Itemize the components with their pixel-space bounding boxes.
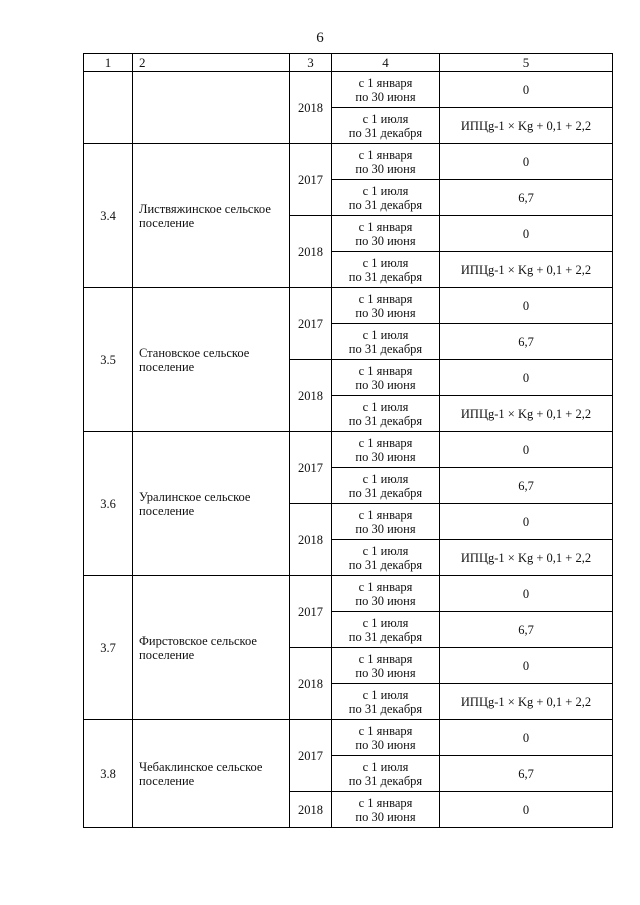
period-end: по 31 декабря [348,629,423,644]
year-cell: 2017 [290,576,332,648]
period-start: с 1 июля [362,759,409,774]
period-cell [332,432,440,468]
settlement-name-cell [133,72,290,144]
period-start: с 1 июля [362,399,409,414]
period-end: по 30 июня [355,233,416,248]
table-row [84,288,613,324]
period-cell [332,504,440,540]
period-end: по 30 июня [355,449,416,464]
header-col-2: 2 [133,54,290,72]
settlement-name-cell: Чебаклинское сельское поселение [133,720,290,828]
period-start: с 1 января [358,147,413,162]
period-cell [332,288,440,324]
period-end: по 30 июня [355,305,416,320]
period-end: по 31 декабря [348,485,423,500]
value-cell: 6,7 [440,756,613,792]
period-cell [332,792,440,828]
period-end: по 30 июня [355,89,416,104]
tariff-table [83,53,613,828]
period-start: с 1 января [358,291,413,306]
period-cell [332,468,440,504]
value-cell: 0 [440,216,613,252]
period-end: по 30 июня [355,377,416,392]
period-start: с 1 июля [362,111,409,126]
period-end: по 30 июня [355,161,416,176]
settlement-name-cell: Уралинское сельское поселение [133,432,290,576]
period-start: с 1 июля [362,183,409,198]
table-row [84,72,613,108]
year-cell: 2017 [290,720,332,792]
value-cell: ИПЦg-1 × Kg + 0,1 + 2,2 [440,252,613,288]
number-cell [84,72,133,144]
value-cell: 0 [440,288,613,324]
period-end: по 31 декабря [348,269,423,284]
period-start: с 1 июля [362,471,409,486]
period-cell [332,180,440,216]
number-cell: 3.8 [84,720,133,828]
year-cell: 2018 [290,72,332,144]
period-start: с 1 января [358,435,413,450]
table-row [84,576,613,612]
value-cell: 6,7 [440,612,613,648]
period-start: с 1 января [358,795,413,810]
period-cell [332,612,440,648]
value-cell: 0 [440,648,613,684]
period-cell [332,360,440,396]
year-cell: 2018 [290,648,332,720]
header-col-4: 4 [332,54,440,72]
settlement-name-cell: Листвяжинское сельское поселение [133,144,290,288]
value-cell: ИПЦg-1 × Kg + 0,1 + 2,2 [440,684,613,720]
year-cell: 2017 [290,432,332,504]
period-cell [332,720,440,756]
value-cell: ИПЦg-1 × Kg + 0,1 + 2,2 [440,540,613,576]
period-end: по 31 декабря [348,773,423,788]
period-start: с 1 января [358,723,413,738]
period-end: по 30 июня [355,593,416,608]
value-cell: 0 [440,432,613,468]
table-row [84,144,613,180]
period-start: с 1 января [358,363,413,378]
year-cell: 2017 [290,144,332,216]
value-cell: 0 [440,360,613,396]
period-end: по 31 декабря [348,701,423,716]
table-row [84,720,613,756]
period-cell [332,540,440,576]
settlement-name-cell: Фирстовское сельское поселение [133,576,290,720]
year-cell: 2018 [290,216,332,288]
period-end: по 30 июня [355,665,416,680]
period-start: с 1 января [358,219,413,234]
header-col-5: 5 [440,54,613,72]
number-cell: 3.5 [84,288,133,432]
period-end: по 31 декабря [348,557,423,572]
period-start: с 1 января [358,579,413,594]
period-cell [332,144,440,180]
period-end: по 31 декабря [348,413,423,428]
table-row [84,432,613,468]
period-start: с 1 января [358,507,413,522]
header-col-1: 1 [84,54,133,72]
period-cell [332,396,440,432]
period-cell [332,216,440,252]
period-end: по 31 декабря [348,341,423,356]
header-row [84,54,613,72]
page-number: 6 [316,30,324,46]
value-cell: 0 [440,144,613,180]
period-start: с 1 января [358,75,413,90]
number-cell: 3.6 [84,432,133,576]
period-cell [332,324,440,360]
value-cell: ИПЦg-1 × Kg + 0,1 + 2,2 [440,108,613,144]
period-cell [332,576,440,612]
value-cell: 0 [440,792,613,828]
settlement-name-cell: Становское сельское поселение [133,288,290,432]
period-start: с 1 июля [362,687,409,702]
year-cell: 2018 [290,504,332,576]
number-cell: 3.7 [84,576,133,720]
value-cell: ИПЦg-1 × Kg + 0,1 + 2,2 [440,396,613,432]
year-cell: 2018 [290,792,332,828]
period-cell [332,648,440,684]
header-col-3: 3 [290,54,332,72]
number-cell: 3.4 [84,144,133,288]
period-cell [332,684,440,720]
period-end: по 30 июня [355,521,416,536]
value-cell: 6,7 [440,180,613,216]
period-end: по 30 июня [355,737,416,752]
period-cell [332,756,440,792]
period-start: с 1 июля [362,543,409,558]
period-end: по 31 декабря [348,197,423,212]
year-cell: 2017 [290,288,332,360]
value-cell: 0 [440,72,613,108]
value-cell: 0 [440,504,613,540]
period-end: по 31 декабря [348,125,423,140]
value-cell: 6,7 [440,324,613,360]
period-start: с 1 июля [362,255,409,270]
year-cell: 2018 [290,360,332,432]
period-cell [332,72,440,108]
value-cell: 6,7 [440,468,613,504]
value-cell: 0 [440,576,613,612]
period-cell [332,108,440,144]
period-start: с 1 июля [362,615,409,630]
value-cell: 0 [440,720,613,756]
period-start: с 1 января [358,651,413,666]
period-cell [332,252,440,288]
period-end: по 30 июня [355,809,416,824]
period-start: с 1 июля [362,327,409,342]
